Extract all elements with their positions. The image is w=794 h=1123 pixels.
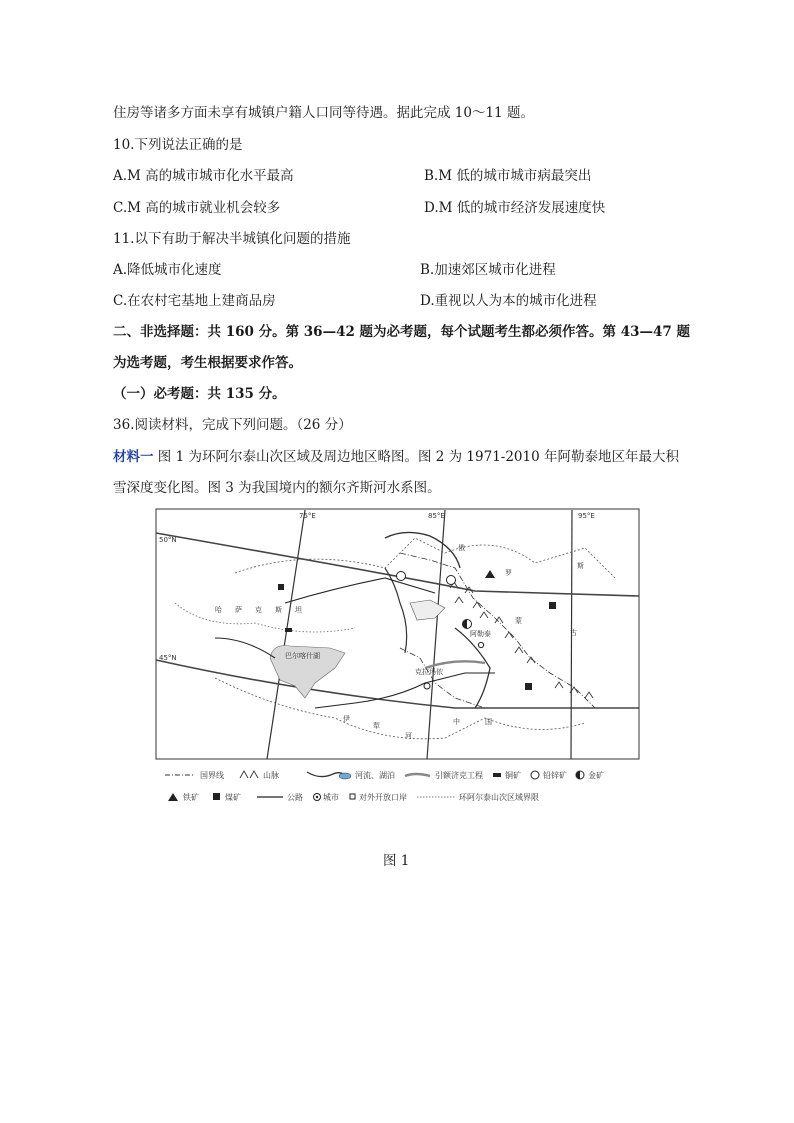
figure-caption: 图 1 bbox=[383, 853, 410, 869]
label-karamay: 克拉玛依 bbox=[415, 668, 443, 676]
option-10a: A.M 高的城市城市化水平最高 bbox=[113, 168, 294, 184]
label-china-1: 中 bbox=[453, 718, 460, 726]
label-balkhash: 巴尔喀什湖 bbox=[285, 652, 320, 660]
legend-coal: 煤矿 bbox=[225, 793, 241, 802]
lon-label-85: 85°E bbox=[428, 512, 445, 520]
label-mongolia-2: 古 bbox=[570, 629, 577, 637]
material-line2: 雪深度变化图。图 3 为我国境内的额尔齐斯河水系图。 bbox=[113, 480, 441, 496]
lon-label-75: 75°E bbox=[299, 512, 316, 520]
material-label: 材料一 bbox=[113, 449, 154, 465]
legend-leadzinc: 铅锌矿 bbox=[543, 771, 567, 780]
label-ili-3: 河 bbox=[405, 732, 412, 740]
label-mongolia-1: 蒙 bbox=[515, 617, 522, 625]
city-karamay bbox=[424, 683, 430, 689]
label-ili-2: 犁 bbox=[373, 722, 380, 730]
option-11b: B.加速郊区城市化进程 bbox=[420, 262, 556, 278]
lat-label-50: 50°N bbox=[159, 536, 177, 544]
label-kazakhstan-3: 克 bbox=[255, 606, 262, 614]
legend-iron: 铁矿 bbox=[183, 793, 199, 802]
question-11: 11.以下有助于解决半城镇化问题的措施 bbox=[113, 231, 351, 247]
option-10d: D.M 低的城市经济发展速度快 bbox=[424, 200, 606, 216]
option-10b: B.M 低的城市城市病最突出 bbox=[424, 168, 592, 184]
option-11d: D.重视以人为本的城市化进程 bbox=[420, 293, 597, 309]
legend-canal: 引额济克工程 bbox=[435, 771, 483, 780]
material-line1 bbox=[113, 448, 679, 466]
question-10: 10.下列说法正确的是 bbox=[113, 137, 243, 153]
leadzinc-mine-1 bbox=[397, 572, 406, 581]
option-10c: C.M 高的城市就业机会较多 bbox=[113, 200, 281, 216]
coal-mine-1 bbox=[278, 584, 284, 590]
label-kazakhstan-4: 斯 bbox=[275, 606, 282, 614]
leadzinc-mine-2 bbox=[447, 576, 456, 585]
section2-heading-line2: 为选考题，考生根据要求作答。 bbox=[113, 355, 302, 371]
label-russia-2: 罗 bbox=[505, 569, 512, 577]
question-36: 36.阅读材料，完成下列问题。（26 分） bbox=[113, 417, 352, 433]
legend-city: 城市 bbox=[323, 793, 339, 802]
label-ili-1: 伊 bbox=[343, 715, 350, 723]
legend-road: 公路 bbox=[287, 793, 303, 802]
option-11a: A.降低城市化速度 bbox=[113, 262, 222, 278]
label-china-2: 国 bbox=[485, 718, 492, 726]
legend-gold: 金矿 bbox=[588, 771, 604, 780]
material-text: 图 1 为环阿尔泰山次区域及周边地区略图。图 2 为 1971-2010 年阿勒泰地区年最大积 bbox=[153, 449, 679, 465]
legend-river: 河流、湖泊 bbox=[355, 771, 395, 780]
lat-label-45: 45°N bbox=[159, 654, 177, 662]
copper-mine bbox=[285, 628, 292, 632]
legend-mountain: 山脉 bbox=[263, 771, 279, 780]
label-altay: 阿勒泰 bbox=[470, 630, 491, 638]
section2-heading-line1: 二、非选择题：共 160 分。第 36—42 题为必考题，每个试题考生都必须作答。第 43—47 题 bbox=[113, 324, 691, 340]
legend-boundary: 环阿尔泰山次区域界限 bbox=[459, 793, 539, 802]
map-legend bbox=[165, 770, 604, 802]
lon-label-95: 95°E bbox=[578, 512, 595, 520]
legend-copper: 铜矿 bbox=[505, 771, 521, 780]
legend-border: 国界线 bbox=[200, 771, 224, 780]
intro-text: 住房等诸多方面未享有城镇户籍人口同等待遇。据此完成 10～11 题。 bbox=[113, 105, 534, 121]
label-russia-3: 斯 bbox=[577, 562, 584, 570]
city-altay bbox=[478, 642, 483, 647]
label-kazakhstan-2: 萨 bbox=[235, 606, 242, 614]
legend-port: 对外开放口岸 bbox=[359, 793, 407, 802]
option-11c: C.在农村宅基地上建商品房 bbox=[113, 293, 276, 309]
figure-1-map bbox=[155, 508, 640, 813]
label-kazakhstan-1: 哈 bbox=[215, 606, 222, 614]
section2-subheading: （一）必考题：共 135 分。 bbox=[113, 386, 286, 402]
coal-mine-2 bbox=[549, 602, 556, 609]
coal-mine-3 bbox=[525, 683, 532, 690]
label-kazakhstan-5: 坦 bbox=[295, 606, 302, 614]
label-russia-1: 俄 bbox=[458, 544, 465, 552]
